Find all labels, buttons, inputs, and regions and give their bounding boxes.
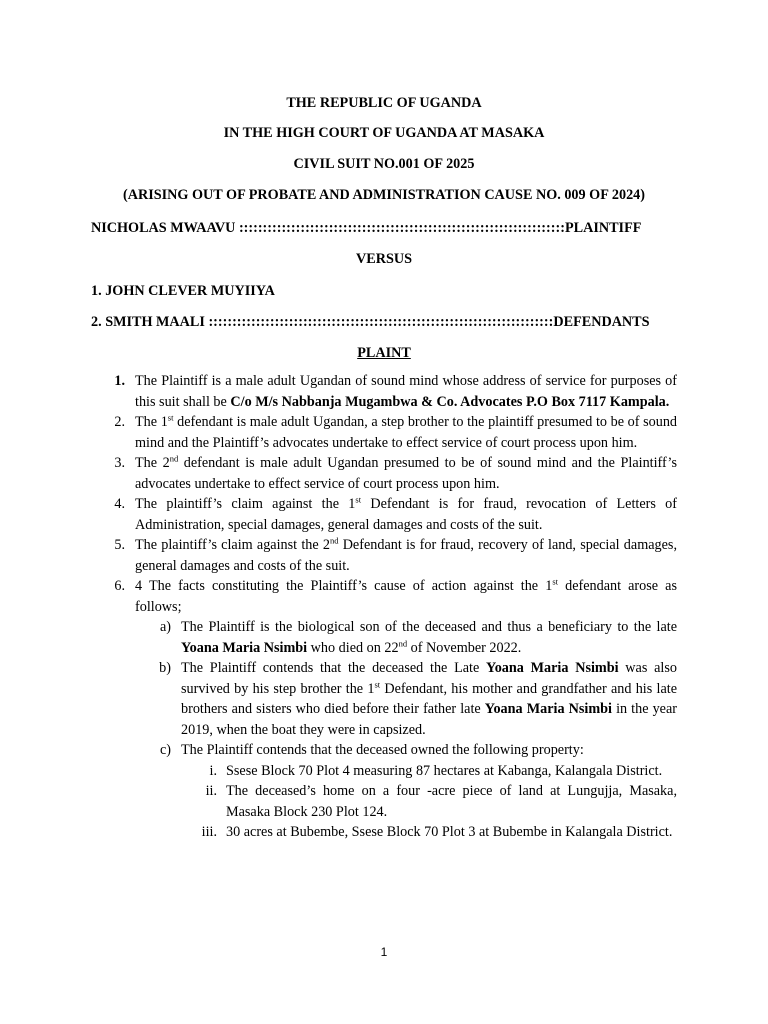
- paragraph-4: 4. The plaintiff’s claim against the 1st Defendant is for fraud, revocation of Letters of Administration, special damages, general damages and costs of the suit.: [91, 494, 677, 535]
- property-item-2: ii. The deceased’s home on a four -acre piece of land at Lungujja, Masaka, Masaka Block 230 Plot 124.: [91, 781, 677, 822]
- paragraph-number: 2.: [114, 414, 125, 430]
- subparagraph-letter: c): [159, 742, 171, 758]
- plaintiff-role: PLAINTIFF: [564, 220, 642, 236]
- suit-number: CIVIL SUIT NO.001 OF 2025: [293, 156, 475, 172]
- subparagraph-b: b) The Plaintiff contends that the deceased the Late Yoana Maria Nsimbi was also survived by his step brother the 1st Defendant, his mother and grandfather and his late brothers and sisters who died before their father late Yoana Maria Nsimbi in the year 2019, when the boat they were in capsized.: [91, 658, 677, 740]
- subparagraph-letter: b): [159, 660, 171, 676]
- advocates-address: C/o M/s Nabbanja Mugambwa & Co. Advocates P.O Box 7117 Kampala.: [230, 393, 670, 410]
- plaintiff-dots: :::::::::::::::::::::::::::::::::::::::::::::::::::::::::::::::::::::: [238, 220, 565, 236]
- roman-numeral: i.: [209, 762, 217, 779]
- plaintiff-line: [91, 220, 677, 237]
- versus-heading: VERSUS: [356, 251, 412, 267]
- paragraph-number: 1.: [114, 373, 125, 389]
- first-defendant: 1. JOHN CLEVER MUYIIYA: [91, 283, 275, 299]
- roman-numeral: iii.: [201, 824, 217, 840]
- second-defendant-line: [91, 314, 677, 331]
- subparagraph-a: a) The Plaintiff is the biological son of the deceased and thus a beneficiary to the late Yoana Maria Nsimbi who died on 22nd of November 2022.: [91, 617, 677, 658]
- roman-numeral: ii.: [205, 783, 217, 799]
- paragraph-number: 5.: [114, 537, 125, 553]
- court-heading: IN THE HIGH COURT OF UGANDA AT MASAKA: [223, 125, 545, 141]
- paragraph-number: 3.: [114, 455, 125, 471]
- paragraph-1: 1. The Plaintiff is a male adult Ugandan of sound mind whose address of service for purposes of this suit shall be C/o M/s Nabbanja Mugambwa & Co. Advocates P.O Box 7117 Kampala.: [91, 371, 677, 412]
- defendants-role: DEFENDANTS: [553, 314, 650, 330]
- second-defendant-dots: :::::::::::::::::::::::::::::::::::::::::::::::::::::::::::::::::::::::::: [208, 314, 554, 330]
- paragraph-3: 3. The 2nd defendant is male adult Ugandan presumed to be of sound mind and the Plaintiff’s advocates undertake to effect service of court process upon him.: [91, 453, 677, 494]
- republic-heading: THE REPUBLIC OF UGANDA: [286, 95, 482, 111]
- paragraph-number: 4.: [114, 496, 125, 512]
- subparagraph-c: c) The Plaintiff contends that the deceased owned the following property:: [91, 740, 677, 761]
- property-item-3: iii. 30 acres at Bubembe, Ssese Block 70 Plot 3 at Bubembe in Kalangala District.: [91, 822, 677, 843]
- arising-out-of: (ARISING OUT OF PROBATE AND ADMINISTRATION CAUSE NO. 009 OF 2024): [123, 187, 645, 203]
- paragraph-2: 2. The 1st defendant is male adult Ugandan, a step brother to the plaintiff presumed to be of sound mind and the Plaintiff’s advocates undertake to effect service of court process upon him.: [91, 412, 677, 453]
- plaint-paragraphs: [91, 371, 677, 843]
- property-item-1: i. Ssese Block 70 Plot 4 measuring 87 hectares at Kabanga, Kalangala District.: [91, 761, 677, 782]
- paragraph-5: 5. The plaintiff’s claim against the 2nd Defendant is for fraud, recovery of land, special damages, general damages and costs of the suit.: [91, 535, 677, 576]
- plaint-heading: PLAINT: [357, 345, 411, 361]
- page-number: 1: [380, 945, 388, 959]
- paragraph-number: 6.: [114, 578, 125, 594]
- subparagraph-letter: a): [159, 619, 171, 635]
- paragraph-6: 6. 4 The facts constituting the Plaintiff’s cause of action against the 1st defendant arose as follows;: [91, 576, 677, 617]
- second-defendant-name: 2. SMITH MAALI: [91, 314, 205, 330]
- plaintiff-name: NICHOLAS MWAAVU: [91, 220, 236, 236]
